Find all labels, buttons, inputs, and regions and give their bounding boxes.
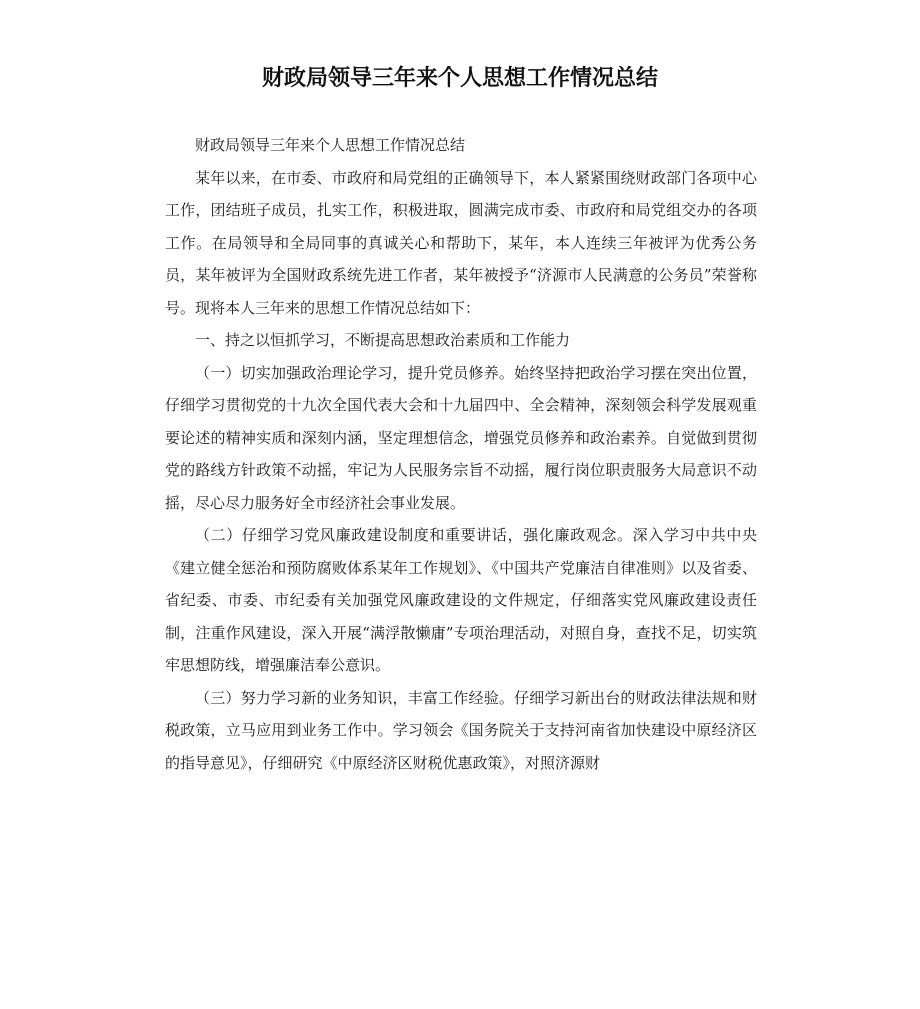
intro-paragraph: 某年以来，在市委、市政府和局党组的正确领导下，本人紧紧围绕财政部门各项中心工作，团结班子成员，扎实工作，积极进取，圆满完成市委、市政府和局党组交办的各项工作。在局领导和全局同事的真诚关心和帮助下，某年，本人连续三年被评为优秀公务员，某年被评为全国财政系统先进工作者，某年被授予“济源市人民满意的公务员”荣誉称号。现将本人三年来的思想工作情况总结如下： bbox=[165, 168, 757, 317]
body-paragraph: （三）努力学习新的业务知识，丰富工作经验。仔细学习新出台的财政法律法规和财税政策，立马应用到业务工作中。学习领会《国务院关于支持河南省加快建设中原经济区的指导意见》，仔细研究《中原经济区财税优惠政策》，对照济源财 bbox=[165, 688, 757, 772]
subtitle-paragraph: 财政局领导三年来个人思想工作情况总结 bbox=[195, 136, 466, 154]
document-title: 财政局领导三年来个人思想工作情况总结 bbox=[261, 66, 658, 91]
document-body bbox=[165, 129, 757, 779]
body-paragraph: （一）切实加强政治理论学习，提升党员修养。始终坚持把政治学习摆在突出位置，仔细学习贯彻党的十九次全国代表大会和十九届四中、全会精神，深刻领会科学发展观重要论述的精神实质和深刻内涵，坚定理想信念，增强党员修养和政治素养。自觉做到贯彻党的路线方针政策不动摇，牢记为人民服务宗旨不动摇，履行岗位职责服务大局意识不动摇，尽心尽力服务好全市经济社会事业发展。 bbox=[165, 363, 757, 512]
section-heading: 一、持之以恒抓学习，不断提高思想政治素质和工作能力 bbox=[195, 331, 571, 349]
body-paragraph: （二）仔细学习党风廉政建设制度和重要讲话，强化廉政观念。深入学习中共中央《建立健全惩治和预防腐败体系某年工作规划》、《中国共产党廉洁自律准则》以及省委、省纪委、市委、市纪委有关加强党风廉政建设的文件规定，仔细落实党风廉政建设责任制，注重作风建设，深入开展“满浮散懒庸”专项治理活动，对照自身，查找不足，切实筑牢思想防线，增强廉洁奉公意识。 bbox=[165, 526, 757, 674]
